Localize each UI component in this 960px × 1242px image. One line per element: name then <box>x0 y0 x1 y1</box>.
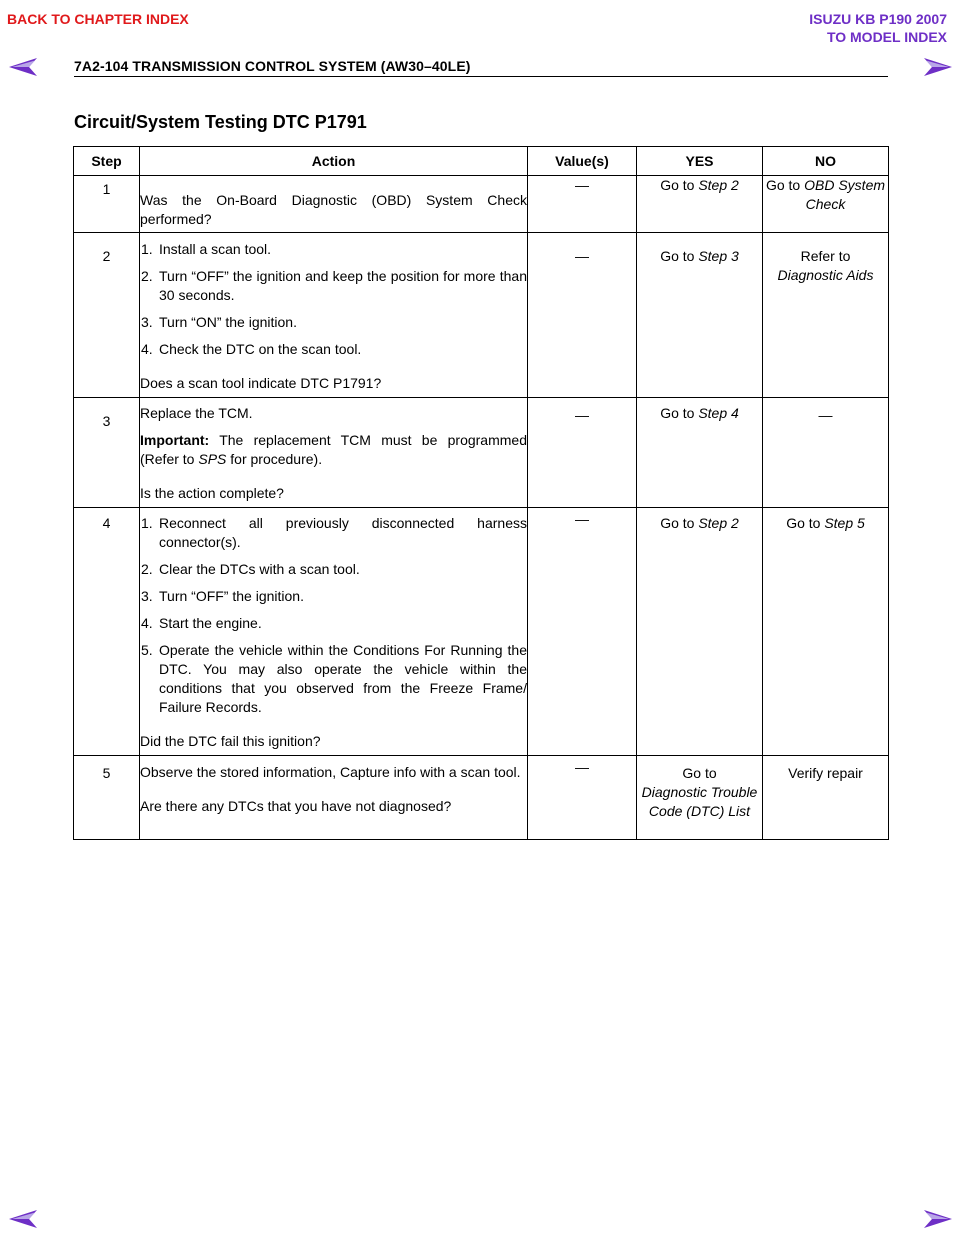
table-row <box>74 508 889 756</box>
yes-step-link[interactable]: Step 2 <box>698 177 739 193</box>
no-step-link[interactable]: Diagnostic Aids <box>777 267 874 283</box>
no-cell: Go to Step 5 <box>763 508 889 756</box>
step-question: Is the action complete? <box>140 485 284 501</box>
step-question: Does a scan tool indicate DTC P1791? <box>140 375 382 391</box>
page-forward-arrow-icon[interactable] <box>922 58 952 76</box>
important-label: Important: <box>140 432 210 448</box>
step-number: 5 <box>74 756 140 840</box>
list-item: 3. Turn “OFF” the ignition. <box>141 588 304 604</box>
column-header-no: NO <box>763 147 889 176</box>
no-cell: Refer to Diagnostic Aids <box>763 233 889 398</box>
list-item: 1. Reconnect all previously disconnected harness connector(s). <box>141 515 527 550</box>
step-number: 4 <box>74 508 140 756</box>
list-item: 4. Start the engine. <box>141 615 262 631</box>
yes-step-link[interactable]: Diagnostic Trouble Code (DTC) List <box>641 784 758 819</box>
back-to-chapter-index-link[interactable]: BACK TO CHAPTER INDEX <box>7 11 189 27</box>
step-question: Are there any DTCs that you have not diagnosed? <box>140 798 452 814</box>
list-item: 4. Check the DTC on the scan tool. <box>141 341 362 357</box>
value-cell: — <box>528 398 637 508</box>
column-header-yes: YES <box>637 147 763 176</box>
yes-cell: Go to Step 2 <box>637 508 763 756</box>
value-cell: — <box>528 176 637 233</box>
list-item: 5. Operate the vehicle within the Conditions For Running the DTC. You may also operate the vehicle within the conditions that you observed from the Freeze Frame/ Failure Records. <box>141 642 527 715</box>
value-cell: — <box>528 233 637 398</box>
step-instruction: Observe the stored information, Capture info with a scan tool. <box>140 764 521 780</box>
table-row <box>74 176 889 233</box>
to-model-index-link[interactable]: TO MODEL INDEX <box>826 29 947 45</box>
action-cell <box>140 176 528 233</box>
step-question: Did the DTC fail this ignition? <box>140 733 321 749</box>
list-item: 2. Turn “OFF” the ignition and keep the position for more than 30 seconds. <box>141 268 527 303</box>
sps-reference[interactable]: SPS <box>198 451 227 467</box>
no-cell: Go to OBD System Check <box>763 176 889 233</box>
yes-step-link[interactable]: Step 4 <box>698 405 739 421</box>
no-cell: Verify repair <box>763 756 889 840</box>
step-number: 1 <box>74 176 140 233</box>
yes-step-link[interactable]: Step 3 <box>698 248 739 264</box>
page-back-arrow-icon[interactable] <box>9 58 39 76</box>
no-step-link[interactable]: OBD System Check <box>804 177 886 212</box>
action-cell <box>140 756 528 840</box>
diagnostic-steps-table <box>73 146 889 840</box>
step-number: 2 <box>74 233 140 398</box>
yes-cell: Go to Step 2 <box>637 176 763 233</box>
table-row <box>74 398 889 508</box>
yes-cell: Go to Step 3 <box>637 233 763 398</box>
list-item: 3. Turn “ON” the ignition. <box>141 314 297 330</box>
list-item: 2. Clear the DTCs with a scan tool. <box>141 561 360 577</box>
value-cell: — <box>528 508 637 756</box>
page-forward-arrow-icon[interactable] <box>922 1210 952 1228</box>
column-header-value: Value(s) <box>528 147 637 176</box>
yes-cell: Go to Diagnostic Trouble Code (DTC) List <box>637 756 763 840</box>
important-note: Important: The replacement TCM must be programmed (Refer to SPS for procedure). <box>140 432 527 467</box>
running-header-title: 7A2-104 TRANSMISSION CONTROL SYSTEM (AW30–40LE) <box>74 58 471 74</box>
step-instruction: Replace the TCM. <box>140 405 253 421</box>
header-divider <box>74 76 888 77</box>
yes-step-link[interactable]: Step 2 <box>698 515 739 531</box>
list-item: 1. Install a scan tool. <box>141 241 272 257</box>
action-cell <box>140 233 528 398</box>
column-header-step: Step <box>74 147 140 176</box>
instruction-list <box>140 240 527 359</box>
table-row <box>74 233 889 398</box>
table-row <box>74 756 889 840</box>
no-cell: — <box>763 398 889 508</box>
yes-cell: Go to Step 4 <box>637 398 763 508</box>
column-header-action: Action <box>140 147 528 176</box>
table-header-row <box>74 147 889 176</box>
action-cell <box>140 398 528 508</box>
page-back-arrow-icon[interactable] <box>9 1210 39 1228</box>
action-cell <box>140 508 528 756</box>
no-step-link[interactable]: Step 5 <box>824 515 865 531</box>
value-cell: — <box>528 756 637 840</box>
step-question: Was the On-Board Diagnostic (OBD) System Check performed? <box>140 192 527 227</box>
section-title: Circuit/System Testing DTC P1791 <box>74 112 367 132</box>
instruction-list <box>140 514 527 717</box>
step-number: 3 <box>74 398 140 508</box>
model-name-link[interactable]: ISUZU KB P190 2007 <box>809 11 947 27</box>
